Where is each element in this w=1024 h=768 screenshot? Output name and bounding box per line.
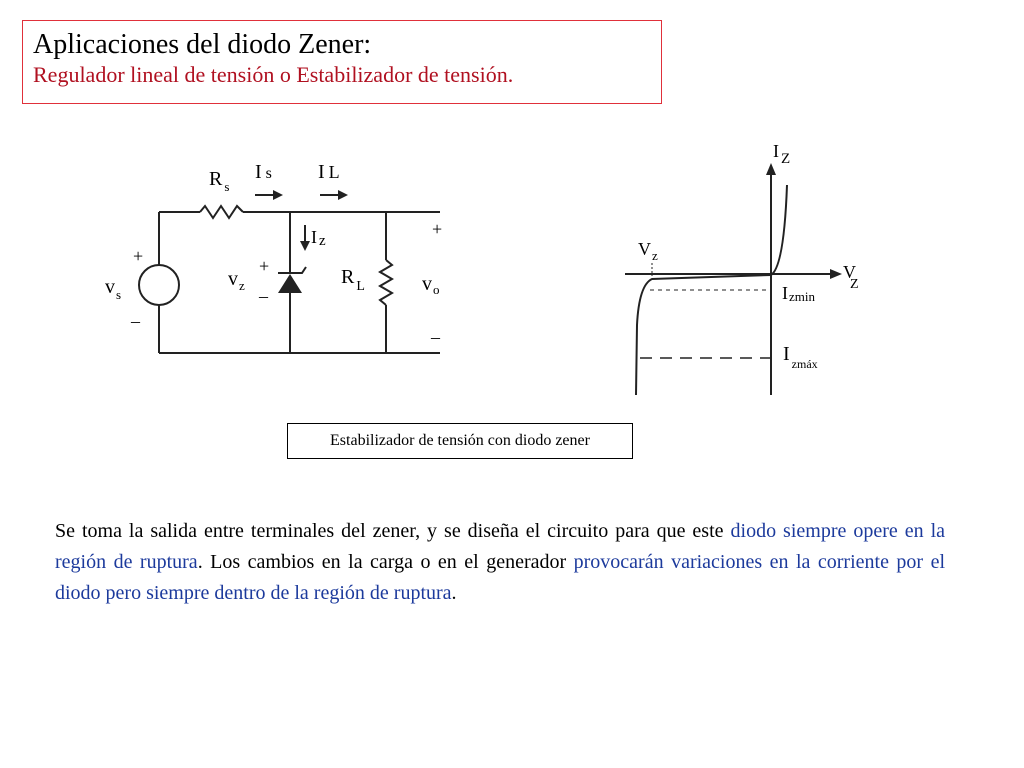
- vs-minus: –: [131, 311, 140, 331]
- vz-label: $v_z$: [228, 268, 245, 293]
- izmax-label: I $_{zmáx}$: [783, 343, 818, 371]
- zener-diode-icon: [278, 274, 302, 293]
- y-axis-arrow-icon: [766, 163, 776, 175]
- vz-plus: +: [259, 256, 270, 276]
- paragraph-highlight-1: diodo siempre opere en la región de ruptura: [55, 520, 946, 573]
- zener-iv-curve: [610, 135, 856, 400]
- page-subtitle: Regulador lineal de tensión o Estabilizador de tensión.: [33, 62, 514, 87]
- zener-cathode-icon: [278, 267, 306, 273]
- iz-label: I z: [311, 227, 326, 249]
- explanation-paragraph: [55, 516, 945, 609]
- izmin-label: Izmin: [782, 283, 815, 304]
- vz-label: $V_z$: [638, 239, 658, 263]
- iz-axis-label: I $_Z$: [773, 141, 791, 167]
- vz-axis-label: V: [843, 262, 856, 282]
- paragraph-part-5: .: [451, 582, 457, 604]
- paragraph-part-1: Se toma la salida entre terminales del zener, y se diseña el circuito para que este: [55, 520, 731, 542]
- vz-minus: –: [259, 286, 268, 306]
- vs-plus: +: [133, 246, 144, 266]
- vo-label: $v_o$: [422, 273, 440, 297]
- x-axis-arrow-icon: [830, 269, 842, 279]
- paragraph-highlight-2: provocarán variaciones en la corriente por el diodo pero siempre dentro de la región de ruptura: [55, 551, 946, 604]
- il-label: I L: [318, 161, 340, 183]
- vo-minus: –: [431, 327, 440, 347]
- page-title: Aplicaciones del diodo Zener:: [33, 29, 372, 60]
- svg-text:Z: Z: [850, 277, 859, 292]
- is-label: I s: [255, 161, 272, 183]
- rs-label: R $_s$: [209, 168, 230, 194]
- title-box: [22, 20, 662, 104]
- rl-resistor-icon: [380, 260, 392, 305]
- vz-axis-sub-overlay: [848, 272, 868, 292]
- voltage-source-icon: [139, 265, 179, 305]
- rs-resistor-icon: [200, 206, 243, 218]
- vs-label: $v_s$: [105, 276, 122, 302]
- rl-label: R $_L$: [341, 266, 365, 294]
- zener-regulator-circuit: [95, 145, 455, 370]
- figure-caption: Estabilizador de tensión con diodo zener: [287, 423, 633, 459]
- paragraph-part-3: . Los cambios en la carga o en el generador: [197, 551, 574, 573]
- vo-plus: +: [432, 219, 443, 239]
